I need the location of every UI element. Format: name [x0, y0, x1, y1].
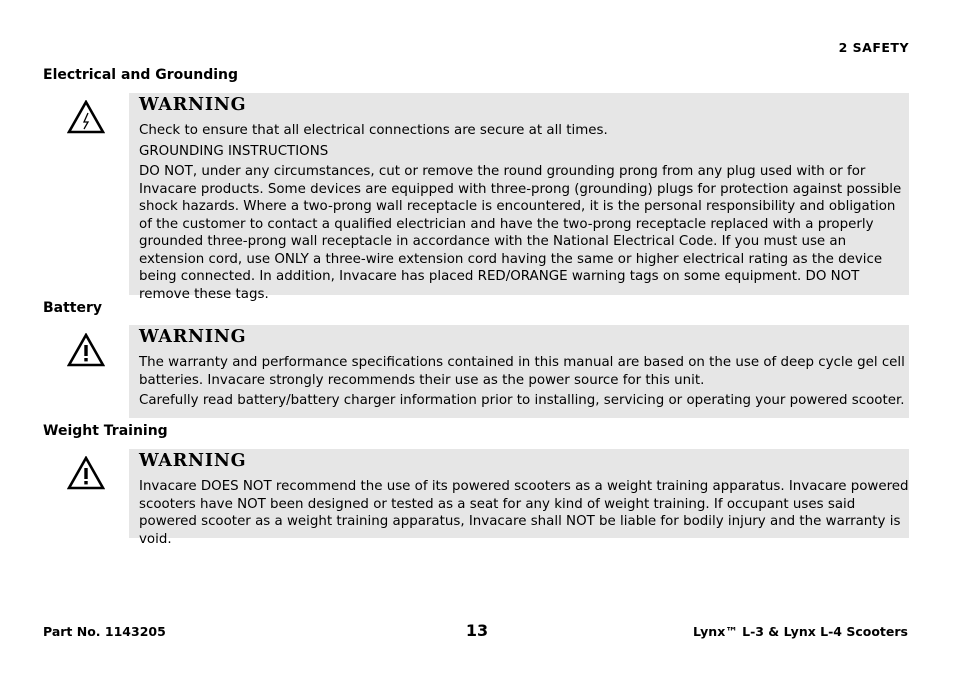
warning-text: The warranty and performance specifications contained in this manual are based on the use of deep cycle gel cell batteries. Invacare strongly recommends their use as the power source for this unit. [139, 355, 905, 388]
warning-text: Carefully read battery/battery charger information prior to installing, servicing or operating your powered scooter. [139, 393, 905, 408]
warning-title: WARNING [139, 95, 247, 115]
warning-text: Check to ensure that all electrical connections are secure at all times. [139, 123, 608, 138]
footer-product-name: Lynx™ L-3 & Lynx L-4 Scooters [693, 624, 908, 639]
warning-text: DO NOT, under any circumstances, cut or remove the round grounding prong from any plug used with or for Invacare products. Some devices are equipped with three-prong (grounding) plugs for protection against possible shock hazards. Where a two-prong wall receptacle is encountered, it is the personal responsibility and obligation of the customer to contact a qualified electrician and have the two-prong receptacle replaced with a properly grounded three-prong wall receptacle in accordance with the National Electrical Code. If you must use an extension cord, use ONLY a three-wire extension cord having the same or higher electrical rating as the device being connected. In addition, Invacare has placed RED/ORANGE warning tags on some equipment. DO NOT remove these tags. [139, 164, 902, 302]
warning-text: GROUNDING INSTRUCTIONS [139, 143, 329, 159]
warning-title: WARNING [139, 327, 247, 347]
warning-box-battery [129, 325, 909, 418]
section-heading-weight-training: Weight Training [43, 423, 168, 439]
footer-part-number: Part No. 1143205 [43, 624, 166, 639]
electrical-hazard-icon [67, 100, 105, 134]
warning-text: Invacare DOES NOT recommend the use of its powered scooters as a weight training apparatus. Invacare powered scooters have NOT been designed or tested as a seat for any kind of weight training. If occupant uses said powered scooter as a weight training apparatus, Invacare shall NOT be liable for bodily injury and the warranty is void. [139, 479, 909, 547]
exclamation-warning-icon [67, 456, 105, 490]
section-header: 2 SAFETY [838, 40, 909, 55]
exclamation-warning-icon [67, 333, 105, 367]
footer-page-number: 13 [465, 621, 489, 640]
section-heading-battery: Battery [43, 300, 103, 316]
warning-title: WARNING [139, 451, 247, 471]
warning-box-weight-training [129, 449, 909, 547]
section-heading-electrical: Electrical and Grounding [43, 67, 239, 83]
warning-box-electrical [129, 93, 909, 302]
